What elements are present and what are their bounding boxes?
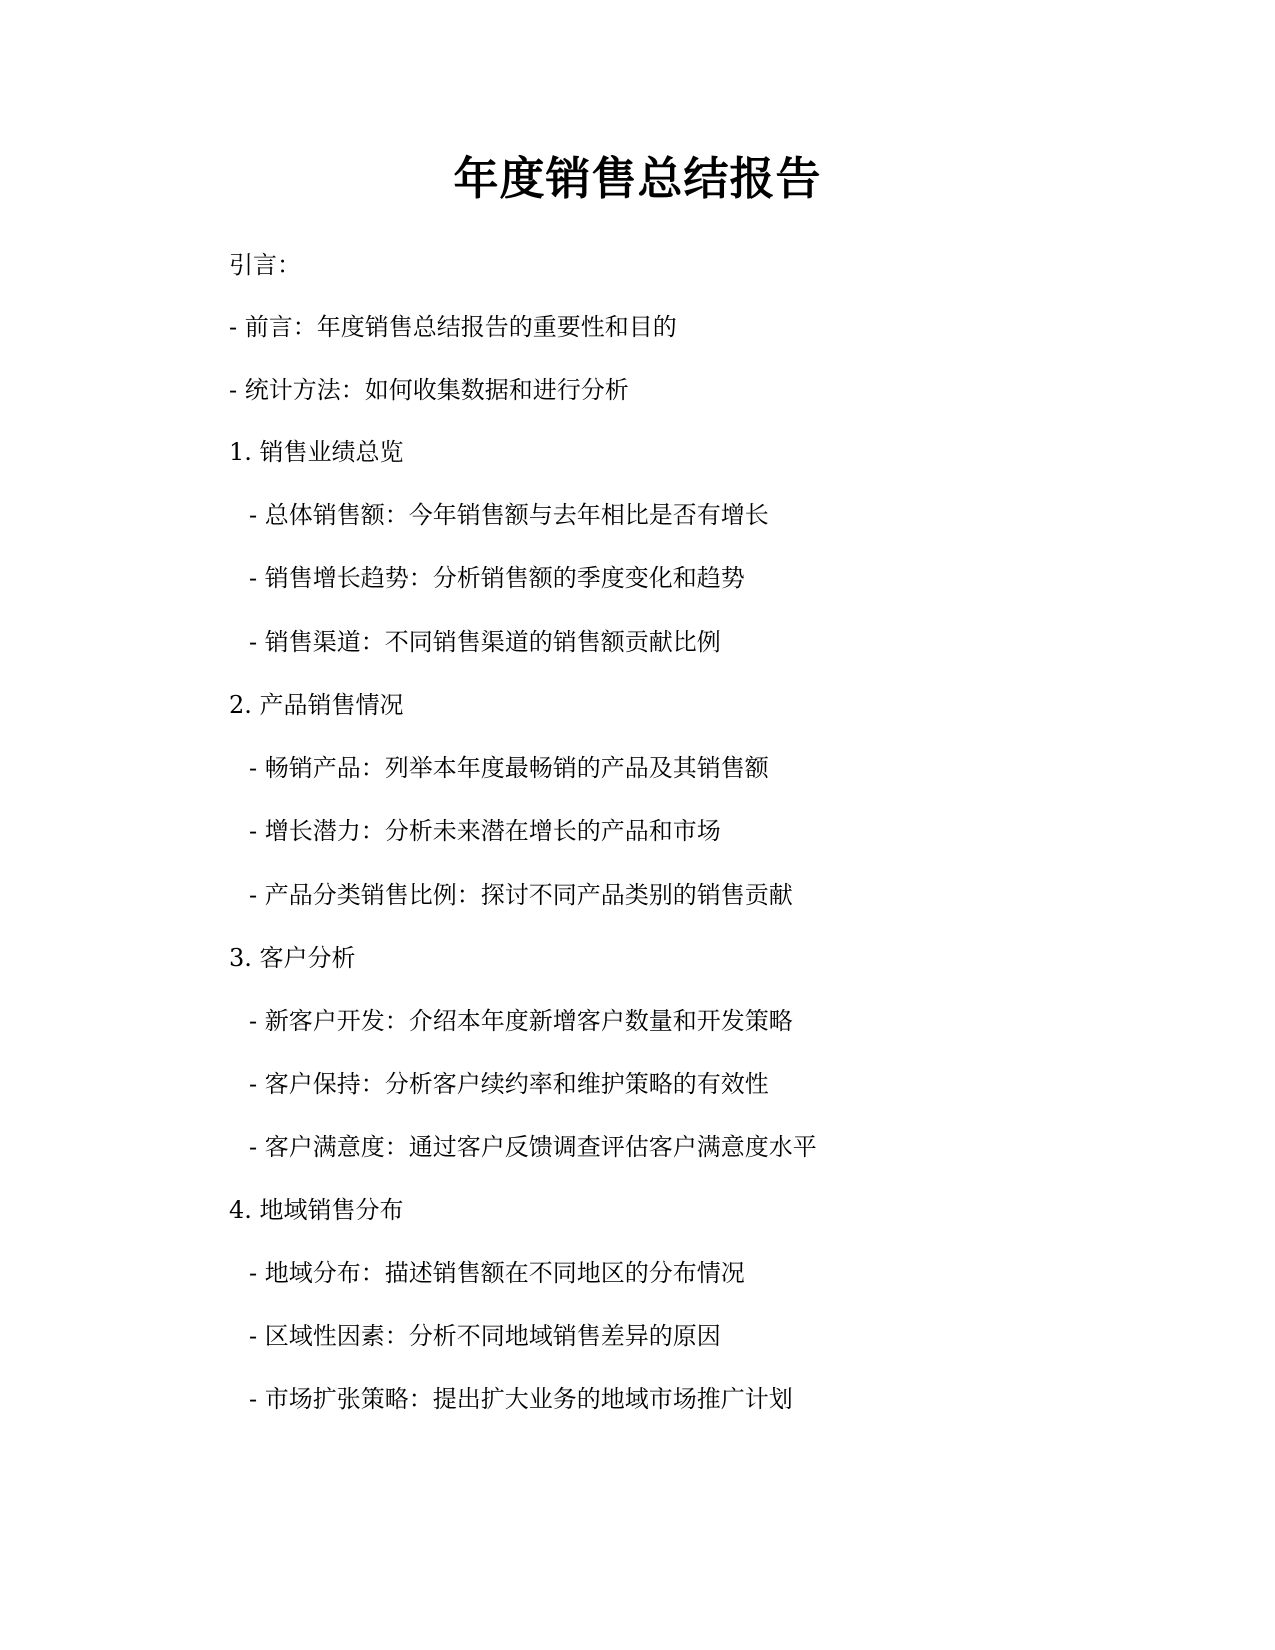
- document-title: 年度销售总结报告: [453, 152, 822, 205]
- intro-heading: 引言：: [229, 251, 301, 279]
- intro-item-method: - 统计方法：如何收集数据和进行分析: [229, 376, 629, 404]
- section-2-item-1: - 畅销产品：列举本年度最畅销的产品及其销售额: [249, 754, 769, 782]
- intro-item-preface: - 前言：年度销售总结报告的重要性和目的: [229, 313, 677, 341]
- section-2-item-3: - 产品分类销售比例：探讨不同产品类别的销售贡献: [249, 881, 793, 909]
- section-heading-2: 2. 产品销售情况: [229, 691, 404, 719]
- section-1-item-1: - 总体销售额：今年销售额与去年相比是否有增长: [249, 501, 769, 529]
- section-4-item-1: - 地域分布：描述销售额在不同地区的分布情况: [249, 1259, 745, 1287]
- section-3-item-1: - 新客户开发：介绍本年度新增客户数量和开发策略: [249, 1007, 793, 1035]
- section-4-item-2: - 区域性因素：分析不同地域销售差异的原因: [249, 1322, 721, 1350]
- section-heading-3: 3. 客户分析: [229, 944, 356, 972]
- section-heading-4: 4. 地域销售分布: [229, 1196, 404, 1224]
- section-1-item-2: - 销售增长趋势：分析销售额的季度变化和趋势: [249, 564, 745, 592]
- section-3-item-2: - 客户保持：分析客户续约率和维护策略的有效性: [249, 1070, 769, 1098]
- section-4-item-3: - 市场扩张策略：提出扩大业务的地域市场推广计划: [249, 1385, 793, 1413]
- section-1-item-3: - 销售渠道：不同销售渠道的销售额贡献比例: [249, 628, 721, 656]
- section-3-item-3: - 客户满意度：通过客户反馈调查评估客户满意度水平: [249, 1133, 817, 1161]
- section-2-item-2: - 增长潜力：分析未来潜在增长的产品和市场: [249, 817, 721, 845]
- section-heading-1: 1. 销售业绩总览: [229, 438, 404, 466]
